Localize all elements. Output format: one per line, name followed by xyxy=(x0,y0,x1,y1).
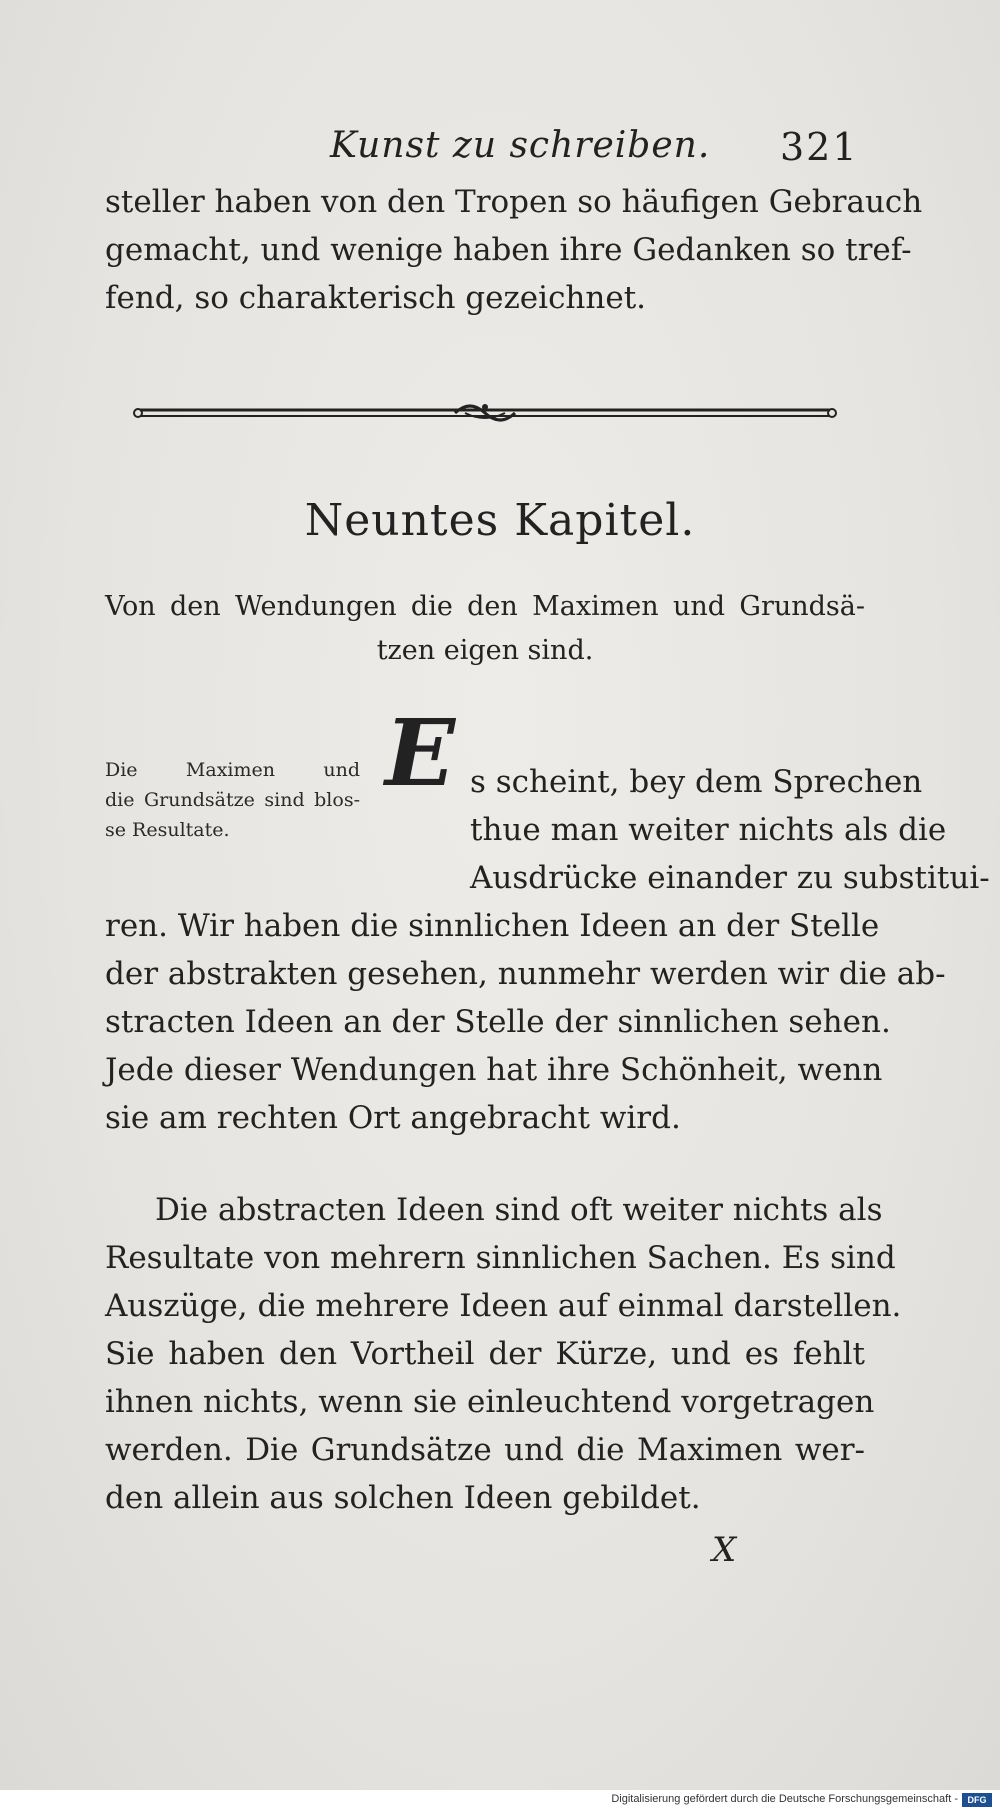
marginal-note xyxy=(105,755,360,845)
opening-text xyxy=(105,178,923,322)
running-head xyxy=(0,125,1000,175)
text-line: stracten Ideen an der Stelle der sinnlichen sehen. xyxy=(105,1004,891,1040)
first-paragraph-indented xyxy=(470,758,990,902)
text-line: ihnen nichts, wenn sie einleuchtend vorgetragen xyxy=(105,1384,875,1420)
text-line: gemacht, und wenige haben ihre Gedanken so tref- xyxy=(105,232,912,268)
ornamental-divider xyxy=(130,393,840,433)
text-line: ren. Wir haben die sinnlichen Ideen an der Stelle xyxy=(105,908,880,944)
drop-initial: E xyxy=(385,699,456,807)
dfg-logo: DFG xyxy=(962,1793,992,1807)
page-number: 321 xyxy=(780,125,859,169)
footer-credit: Digitalisierung gefördert durch die Deutsche Forschungsgemeinschaft - xyxy=(611,1793,958,1805)
marginal-note-line: Die Maximen und xyxy=(105,759,360,781)
text-line: Sie haben den Vortheil der Kürze, und es fehlt xyxy=(105,1336,865,1372)
chapter-subtitle-line: tzen eigen sind. xyxy=(376,635,594,666)
marginal-note-line: se Resultate. xyxy=(105,819,230,841)
text-line: Die abstracten Ideen sind oft weiter nichts als xyxy=(155,1192,883,1228)
text-line: Resultate von mehrern sinnlichen Sachen. Es sind xyxy=(105,1240,896,1276)
chapter-subtitle-line: Von den Wendungen die den Maximen und Grundsä- xyxy=(105,591,865,622)
text-line: s scheint, bey dem Sprechen xyxy=(470,764,923,800)
first-paragraph-body xyxy=(105,902,946,1142)
text-line: fend, so charakterisch gezeichnet. xyxy=(105,280,647,316)
chapter-title: Neuntes Kapitel. xyxy=(304,495,696,546)
text-line: steller haben von den Tropen so häufigen Gebrauch xyxy=(105,184,923,220)
text-line: thue man weiter nichts als die xyxy=(470,812,947,848)
text-line: Auszüge, die mehrere Ideen auf einmal darstellen. xyxy=(105,1288,902,1324)
text-line: Jede dieser Wendungen hat ihre Schönheit, wenn xyxy=(105,1052,883,1088)
marginal-note-line: die Grundsätze sind blos- xyxy=(105,789,360,811)
catchword: X xyxy=(712,1530,737,1570)
second-paragraph xyxy=(105,1186,902,1522)
text-line: der abstrakten gesehen, nunmehr werden wir die ab- xyxy=(105,956,946,992)
text-line: Ausdrücke einander zu substitui- xyxy=(470,860,990,896)
running-title: Kunst zu schreiben. xyxy=(330,125,711,166)
text-line: sie am rechten Ort angebracht wird. xyxy=(105,1100,681,1136)
chapter-subtitle xyxy=(105,585,865,673)
text-line: werden. Die Grundsätze und die Maximen wer- xyxy=(105,1432,865,1468)
footer-bar xyxy=(0,1790,1000,1811)
text-line: den allein aus solchen Ideen gebildet. xyxy=(105,1480,701,1516)
